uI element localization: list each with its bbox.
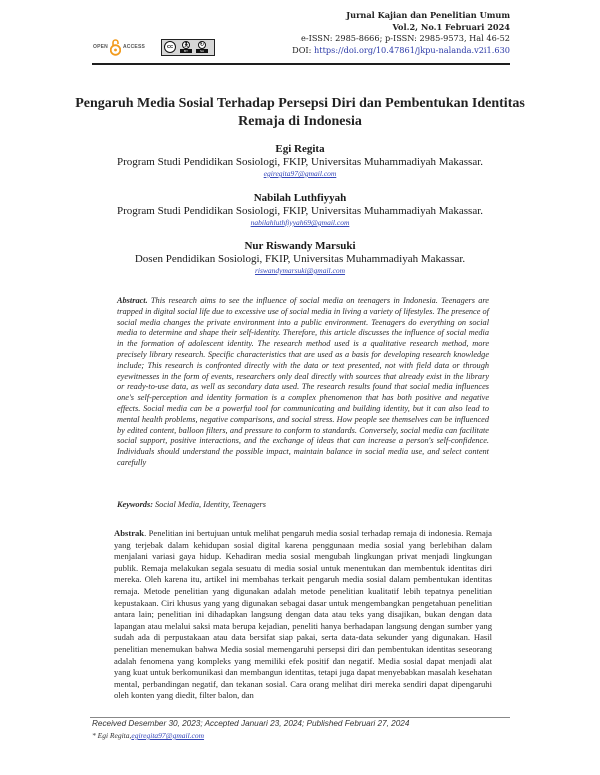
journal-issn: e-ISSN: 2985-8666; p-ISSN: 2985-9573, Hal 46-52 (301, 33, 510, 43)
corresponding-email[interactable]: egiregita97@gmail.com (131, 731, 205, 740)
corresponding-author (92, 731, 204, 740)
author-name: Nur Riswandy Marsuki (244, 240, 356, 252)
author-email[interactable]: egiregita97@gmail.com (263, 169, 337, 178)
abstract-english (117, 296, 489, 469)
header-logos (93, 38, 215, 56)
header-divider (92, 63, 510, 65)
cc-license-badge (161, 39, 215, 56)
author-affiliation: Program Studi Pendidikan Sosiologi, FKIP, Universitas Muhammadiyah Makassar. (116, 205, 484, 217)
open-access-label-left: OPEN (93, 44, 108, 50)
open-access-label-right: ACCESS (122, 44, 146, 50)
cc-sa-label: SA (196, 49, 208, 53)
keywords-text: Social Media, Identity, Teenagers (152, 500, 267, 509)
journal-name: Jurnal Kajian dan Penelitian Umum (346, 10, 510, 20)
author-block (60, 240, 540, 276)
journal-volume: Vol.2, No.1 Februari 2024 (392, 21, 510, 32)
abstrak-text: . Penelitian ini bertujuan untuk melihat pengaruh media sosial terhadap remaja di indonesia. Remaja yang terjebak dalam kehidupan sosial digital karena penggunaan media sosial yang berlebihan dalam menjalani variasi gaya hidup. Kehadiran media sosial mengubah lingkungan privat menjadi lingkungan publik. Remaja melakukan segala sesuatu di media sosial untuk menentukan dan membentuk identitas diri mereka. Oleh karena itu, artikel ini membahas terkait pengaruh media sosial dalam pembentukan identitas remaja. Metode penelitian yang digunakan adalah metode penelitian kualitatif lebih tepatnya penelitian kepustakaan. Ciri khusus yang yang digunakan sebagai dasar untuk mengembangkan pengetahuan penelitian antara lain; penelitian ini dihadapkan langsung dengan data atau teks yang disajikan, bukan dengan data lapangan atau melalui saksi mata berupa kejadian, peneliti hanya berhadapan langsung dengan sumber yang sudah ada di perpustakaan atau data bersifat siap pakai, serta data-data sekunder yang digunakan. Hasil penelitian menemukan bahwa Media sosial memengaruhi persepsi diri dan pembentukan identitas seseorang adalah fenomena yang kompleks yang memiliki efek positif dan negatif. Media sosial dapat menjadi alat yang kuat untuk berkomunikasi dan membangun identitas, tetapi juga dapat menyebabkan masalah kesehatan mental, perbandingan negatif, dan tekanan sosial. Cara orang melihat diri mereka sendiri dapat dipengaruhi oleh konten yang diedit, filter balon, dan (114, 528, 492, 701)
author-name: Egi Regita (275, 143, 325, 155)
doi-link[interactable]: https://doi.org/10.47861/jkpu-nalanda.v2i1.630 (314, 44, 510, 55)
author-affiliation: Program Studi Pendidikan Sosiologi, FKIP, Universitas Muhammadiyah Makassar. (116, 156, 484, 168)
author-block (60, 143, 540, 179)
journal-info (292, 10, 510, 56)
doi-label: DOI: (292, 44, 315, 55)
abstract-indonesian (114, 528, 492, 702)
corresponding-marker: * (92, 731, 98, 740)
author-name: Nabilah Luthfiyyah (253, 192, 347, 204)
abstract-text: This research aims to see the influence of social media on teenagers in Indonesia. Teenagers are trapped in digital social life due to excessive use of social media in living a variety of lifestyles. The presence of social media changes the private environment into a public environment. Teenagers do everything on social media to determine and shape their self-identity. Therefore, this article discusses the influence of social media in the formation of adolescent identity. The research method used is a qualitative research method, more precisely library research. Specific characteristics that are used as a basis for developing research knowledge include; This research is confronted directly with the data or text presented, not with field data or through eyewitnesses in the form of events, researchers only deal directly with sources that already exist in the library or ready-to-use data, as well as secondary data used. The research results found that social media influences one's self-perception and identity formation is a complex phenomenon that has both positive and negative effects. Social media can be a powerful tool for communicating and building identity, but it can also lead to mental health problems, negative comparisons, and social stress. How people see themselves can be influenced by edited content, balloon filters, and pressure to conform to standards. Conversely, social media can facilitate social support, positive interactions, and the exchange of ideas that can increase a person's self-confidence. Individuals should understand the possible impact, maintain balance in social media use, and select content carefully (117, 296, 489, 467)
cc-by-badge (180, 41, 192, 53)
publication-dates: Received Desember 30, 2023; Accepted Januari 23, 2024; Published Februari 27, 2024 (92, 719, 410, 728)
open-access-lock-icon (110, 38, 121, 56)
open-access-logo (93, 38, 145, 56)
paper-title: Pengaruh Media Sosial Terhadap Persepsi Diri dan Pembentukan Identitas Remaja di Indonesia (75, 96, 525, 129)
author-affiliation: Dosen Pendidikan Sosiologi, FKIP, Universitas Muhammadiyah Makassar. (134, 253, 466, 265)
cc-sa-badge (196, 41, 208, 53)
attribution-icon: 🚶︎ (182, 42, 190, 48)
footer-divider (90, 717, 510, 718)
keywords-label: Keywords: (117, 500, 153, 509)
share-alike-icon: ↻ (199, 42, 205, 48)
abstract-label: Abstract. (117, 296, 148, 305)
creative-commons-icon: cc (164, 41, 176, 53)
journal-doi (292, 45, 510, 57)
corresponding-name: Egi Regita, (97, 731, 132, 740)
abstrak-label: Abstrak (114, 528, 145, 538)
author-block (60, 192, 540, 228)
keywords (117, 500, 266, 509)
author-email[interactable]: nabilahluthfiyyah69@gmail.com (250, 218, 350, 227)
cc-by-label: BY (180, 49, 192, 53)
author-email[interactable]: riswandymarsuki@gmail.com (254, 266, 346, 275)
